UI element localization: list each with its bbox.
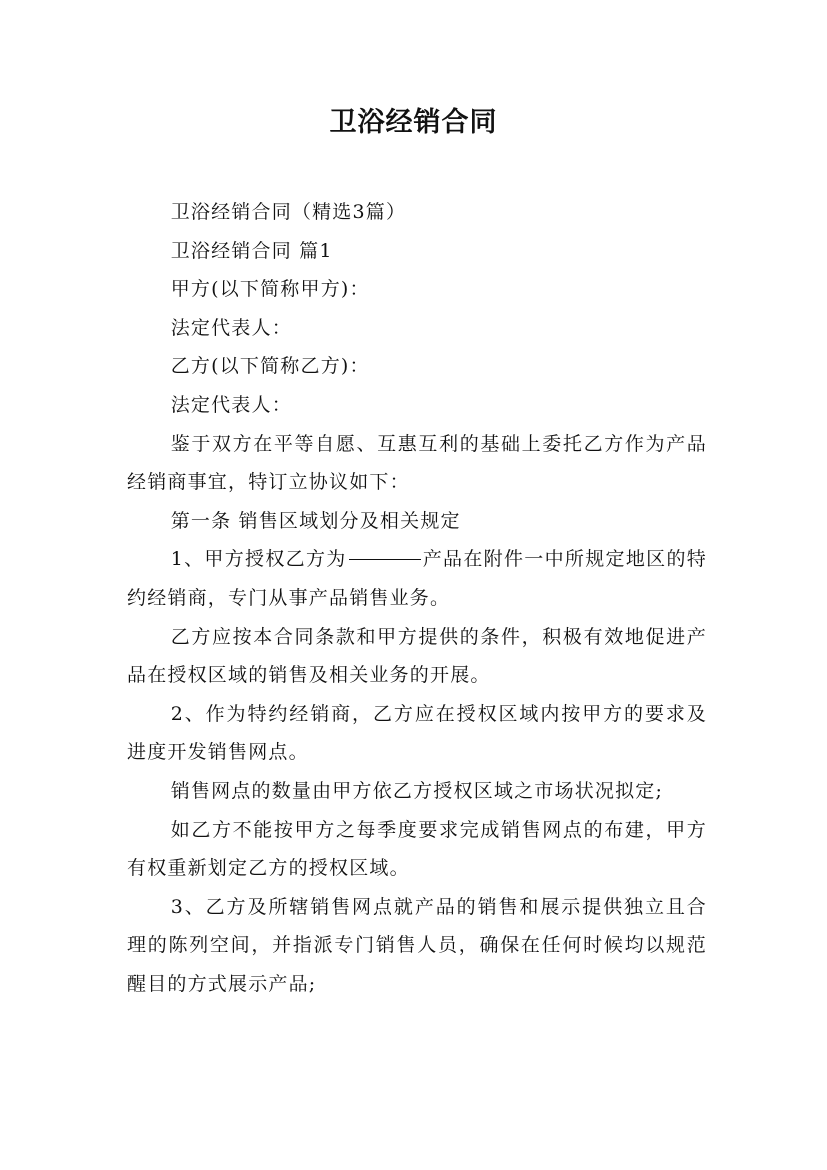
paragraph: 2、作为特约经销商，乙方应在授权区域内按甲方的要求及进度开发销售网点。 [127,702,707,764]
paragraph: 法定代表人： [170,393,292,416]
document-title: 卫浴经销合同 [329,107,498,138]
section-heading: 第一条 销售区域划分及相关规定 [170,509,461,532]
paragraph: 鉴于双方在平等自愿、互惠互利的基础上委托乙方作为产品经销商事宜，特订立协议如下： [127,432,707,494]
paragraph: 法定代表人： [170,316,292,339]
clause-1-paragraph [127,540,707,617]
paragraph: 卫浴经销合同 篇1 [170,239,333,262]
paragraph: 甲方(以下简称甲方)： [170,278,370,301]
clause-1-text-before: 1、甲方授权乙方为 [170,548,347,571]
paragraph: 乙方应按本合同条款和甲方提供的条件，积极有效地促进产品在授权区域的销售及相关业务的开展。 [127,625,707,687]
paragraph: 销售网点的数量由甲方依乙方授权区域之市场状况拟定; [170,779,664,802]
document-body [127,193,707,1003]
fill-in-blank-line [349,558,421,560]
clause-1-text-after: 产品在附件一中所规定地区的特约经销商，专门从事产品销售业务。 [127,548,707,609]
paragraph: 如乙方不能按甲方之每季度要求完成销售网点的布建，甲方有权重新划定乙方的授权区域。 [127,818,707,880]
paragraph: 卫浴经销合同（精选3篇） [170,201,407,223]
paragraph: 乙方(以下简称乙方)： [170,355,370,378]
paragraph: 3、乙方及所辖销售网点就产品的销售和展示提供独立且合理的陈列空间，并指派专门销售人员，确保在任何时候均以规范醒目的方式展示产品; [127,895,707,995]
